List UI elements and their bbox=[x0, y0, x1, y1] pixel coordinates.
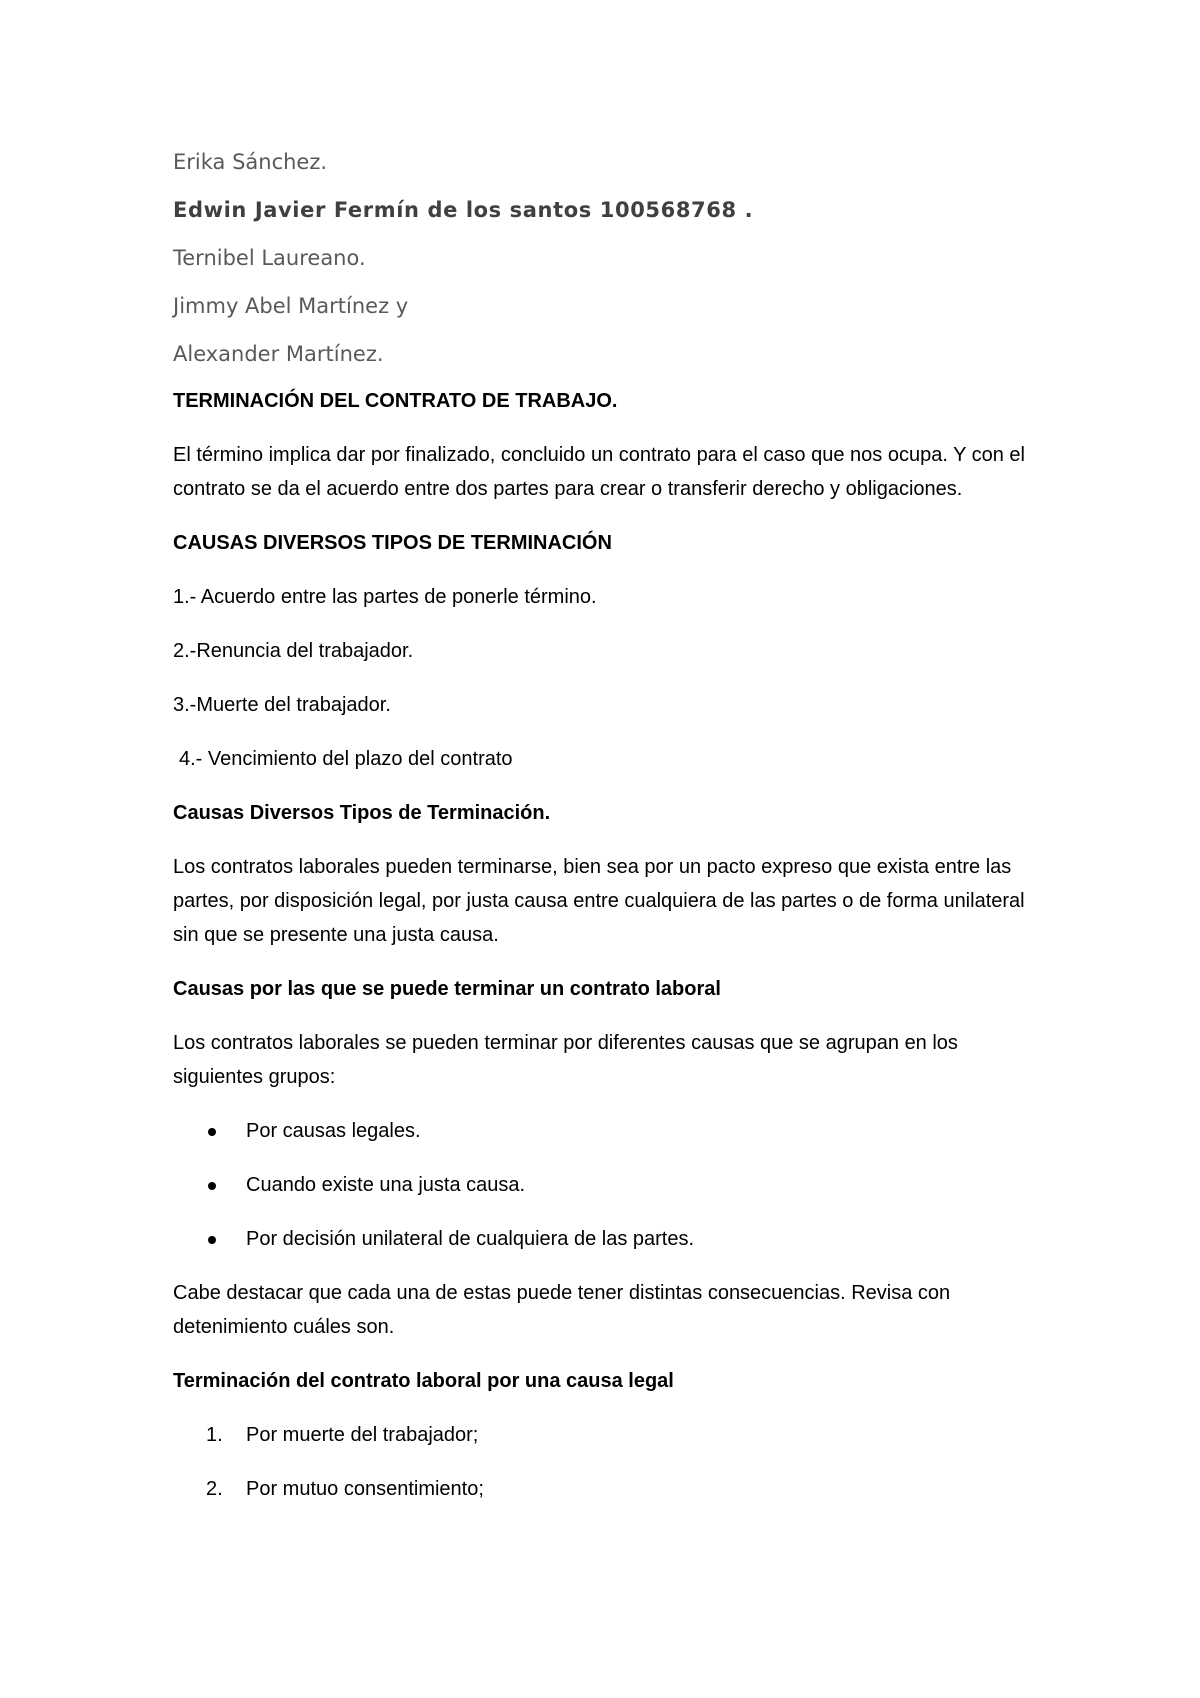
numbered-list bbox=[173, 1418, 1053, 1506]
paragraph: Los contratos laborales se pueden terminar por diferentes causas que se agrupan en los siguientes grupos: bbox=[173, 1032, 958, 1088]
list-item bbox=[173, 1418, 1053, 1452]
list-item-text: Por muerte del trabajador; bbox=[246, 1424, 479, 1446]
author-name: Erika Sánchez. bbox=[173, 150, 328, 174]
bullet-icon bbox=[208, 1128, 216, 1136]
list-item-text: Por mutuo consentimiento; bbox=[246, 1478, 484, 1500]
list-item bbox=[173, 1168, 1053, 1202]
author-list bbox=[173, 138, 1053, 378]
author-name: Edwin Javier Fermín de los santos 100568768 . bbox=[173, 198, 754, 222]
paragraph: Los contratos laborales pueden terminarse, bien sea por un pacto expreso que exista entre las partes, por disposición legal, por justa causa entre cualquiera de las partes o de forma unilateral sin que se presente una justa causa. bbox=[173, 856, 1025, 946]
document-content bbox=[173, 138, 1053, 1526]
paragraph: Cabe destacar que cada una de estas puede tener distintas consecuencias. Revisa con detenimiento cuáles son. bbox=[173, 1282, 951, 1338]
cause-item: 3.-Muerte del trabajador. bbox=[173, 694, 391, 716]
list-item bbox=[173, 1472, 1053, 1506]
author-name: Ternibel Laureano. bbox=[173, 246, 366, 270]
bullet-list bbox=[173, 1114, 1053, 1256]
section-heading: Causas por las que se puede terminar un contrato laboral bbox=[173, 978, 721, 1000]
list-item bbox=[173, 1114, 1053, 1148]
list-item-text: Por decisión unilateral de cualquiera de las partes. bbox=[246, 1228, 695, 1250]
list-item bbox=[173, 1222, 1053, 1256]
list-number: 2. bbox=[206, 1478, 223, 1500]
section-heading: Terminación del contrato laboral por una causa legal bbox=[173, 1370, 674, 1392]
author-name: Alexander Martínez. bbox=[173, 342, 384, 366]
cause-item: 2.-Renuncia del trabajador. bbox=[173, 640, 414, 662]
section-heading: CAUSAS DIVERSOS TIPOS DE TERMINACIÓN bbox=[173, 532, 612, 554]
list-item-text: Cuando existe una justa causa. bbox=[246, 1174, 526, 1196]
section-heading: Causas Diversos Tipos de Terminación. bbox=[173, 802, 551, 824]
section-heading: TERMINACIÓN DEL CONTRATO DE TRABAJO. bbox=[173, 390, 618, 412]
bullet-icon bbox=[208, 1236, 216, 1244]
cause-item: 1.- Acuerdo entre las partes de ponerle término. bbox=[173, 586, 597, 608]
bullet-icon bbox=[208, 1182, 216, 1190]
paragraph: El término implica dar por finalizado, concluido un contrato para el caso que nos ocupa. Y con el contrato se da el acuerdo entre dos partes para crear o transferir derecho y obligaciones. bbox=[173, 444, 1025, 500]
list-number: 1. bbox=[206, 1424, 223, 1446]
author-name: Jimmy Abel Martínez y bbox=[173, 294, 409, 318]
list-item-text: Por causas legales. bbox=[246, 1120, 421, 1142]
cause-item: 4.- Vencimiento del plazo del contrato bbox=[179, 748, 513, 770]
